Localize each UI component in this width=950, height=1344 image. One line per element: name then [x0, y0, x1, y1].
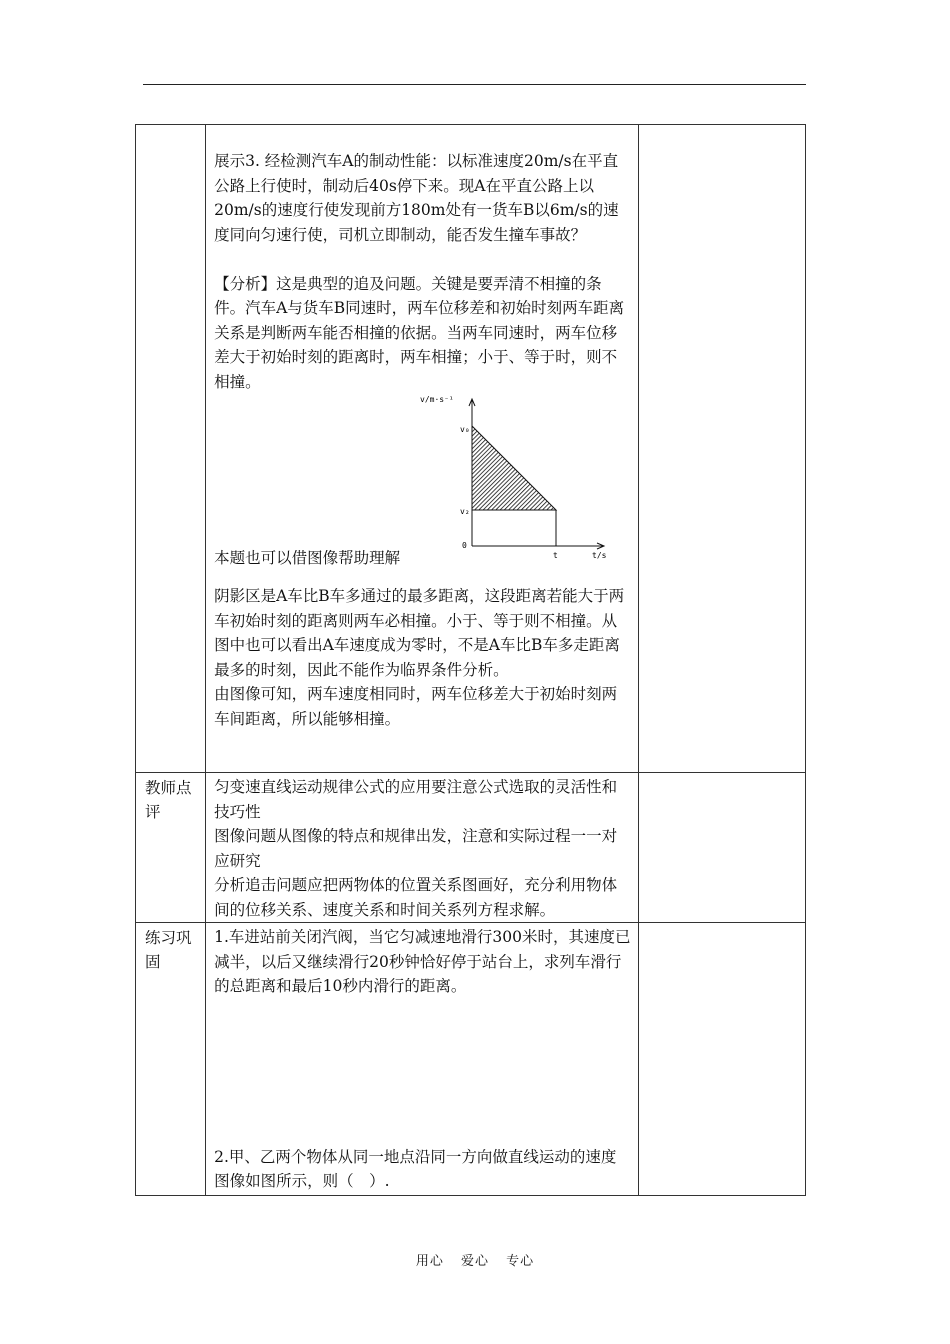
x-axis-label: t/s	[592, 551, 607, 560]
teacher-comment-label: 教师点评	[145, 779, 192, 821]
v0-label: v₀	[460, 425, 470, 434]
label-cell-practice	[136, 923, 206, 1196]
comment-line-1: 匀变速直线运动规律公式的应用要注意公式选取的灵活性和技巧性	[214, 778, 618, 821]
practice-label: 练习巩固	[145, 929, 192, 971]
notes-cell-3	[638, 923, 805, 1196]
problem-text: 展示3. 经检测汽车A的制动性能：以标准速度20m/s在平直公路上行使时，制动后40s停下来。现A在平直公路上以20m/s的速度行使发现前方180m处有一货车B以6m/s的速度同向匀速行使，司机立即制动，能否发生撞车事故？	[214, 152, 619, 244]
graph-caption: 本题也可以借图像帮助理解	[214, 548, 401, 567]
shaded-area	[472, 426, 556, 510]
y-axis-label: v/m·s⁻¹	[420, 396, 454, 404]
exercise-2-text: 2.甲、乙两个物体从同一地点沿同一方向做直线运动的速度图像如图所示，则（ ）.	[214, 1147, 617, 1190]
page-footer	[0, 1250, 950, 1269]
t-label: t	[553, 551, 558, 560]
footer-word-3: 专心	[506, 1254, 535, 1269]
explanation-text-1: 阴影区是A车比B车多通过的最多距离，这段距离若能大于两车初始时刻的距离则两车必相撞。小于、等于则不相撞。从图中也可以看出A车速度成为零时，不是A车比B车多走距离最多的时刻，因此不能作为临界条件分析。	[214, 587, 625, 679]
label-cell-empty	[136, 125, 206, 773]
label-cell-teacher-comment	[136, 773, 206, 923]
table-row-teacher-comment	[136, 773, 806, 923]
main-cell-demonstration	[206, 125, 639, 773]
main-cell-practice	[206, 923, 639, 1196]
footer-word-1: 用心	[415, 1254, 444, 1269]
velocity-graph-block	[214, 394, 631, 570]
notes-cell-2	[638, 773, 805, 923]
explanation-text-2: 由图像可知，两车速度相同时，两车位移差大于初始时刻两车间距离，所以能够相撞。	[214, 685, 618, 728]
comment-line-3: 分析追击问题应把两物体的位置关系图画好，充分利用物体间的位移关系、速度关系和时间关系列方程求解。	[214, 876, 618, 919]
header-rule	[143, 84, 806, 85]
footer-word-2: 爱心	[460, 1254, 489, 1269]
analysis-text: 【分析】这是典型的追及问题。关键是要弄清不相撞的条件。汽车A与货车B同速时，两车位移差和初始时刻两车距离关系是判断两车能否相撞的依据。当两车同速时，两车位移差大于初始时刻的距离时，两车相撞；小于、等于时，则不相撞。	[214, 274, 625, 391]
v2-label: v₂	[460, 507, 470, 516]
exercise-1-text: 1.车进站前关闭汽阀，当它匀减速地滑行300米时，其速度已减半，以后又继续滑行20秒钟恰好停于站台上，求列车滑行的总距离和最后10秒内滑行的距离。	[214, 928, 631, 995]
main-cell-teacher-comment	[206, 773, 639, 923]
lesson-table	[135, 124, 806, 1196]
notes-cell-1	[638, 125, 805, 773]
origin-label: 0	[462, 541, 467, 550]
velocity-time-graph	[414, 396, 634, 572]
table-row-practice	[136, 923, 806, 1196]
table-row-demonstration	[136, 125, 806, 773]
comment-line-2: 图像问题从图像的特点和规律出发，注意和实际过程一一对应研究	[214, 827, 618, 870]
